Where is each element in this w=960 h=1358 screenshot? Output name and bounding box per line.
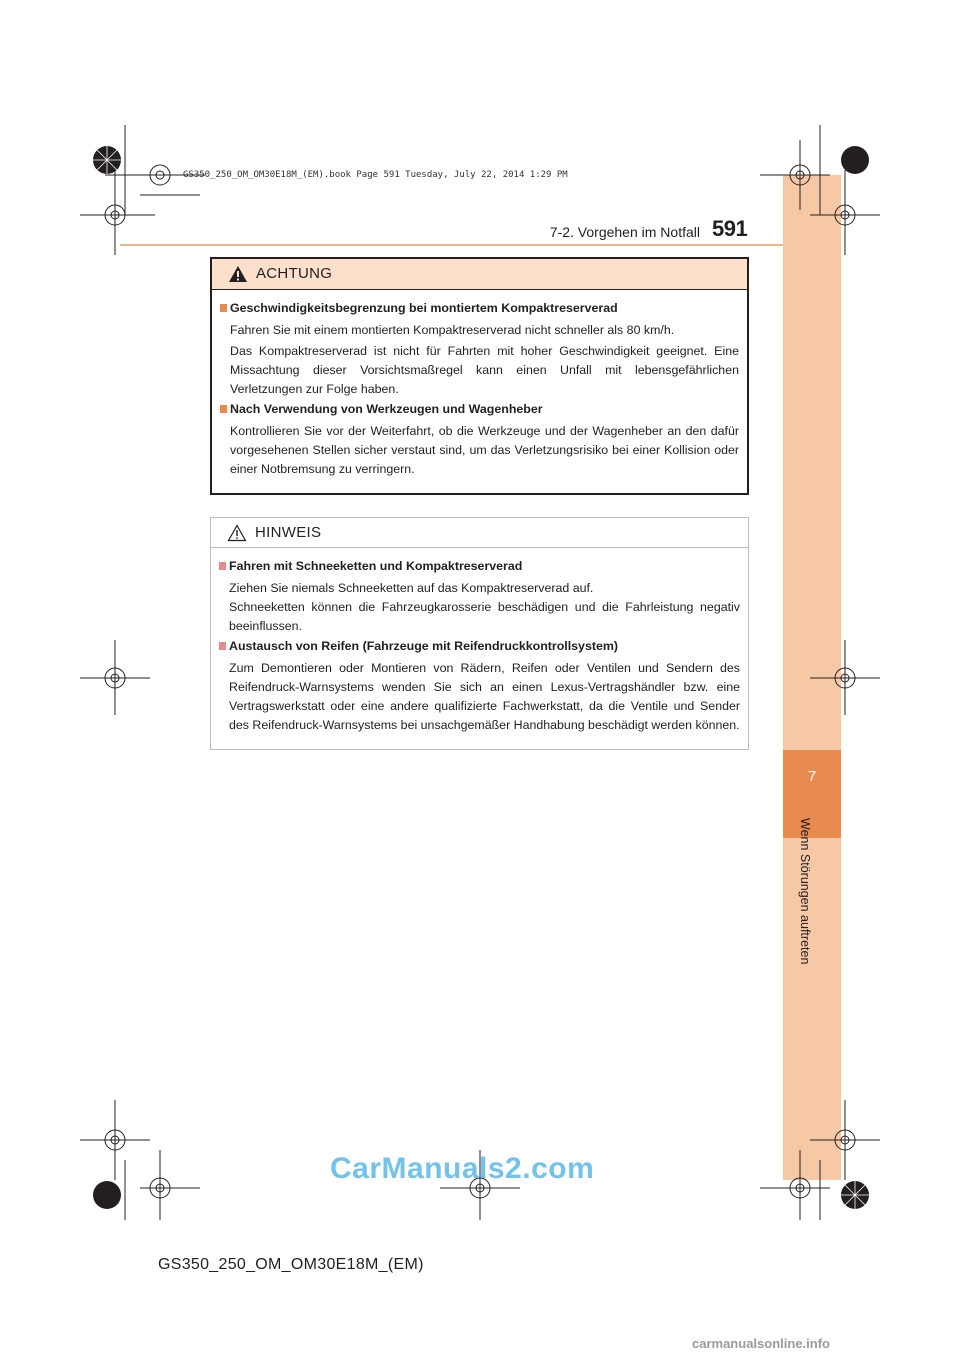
warning-item-paragraph: Kontrollieren Sie vor der Weiterfahrt, ob die Werkzeuge und der Wagenheber an den dafür vorgesehenen Stellen sicher verstaut sind, um das Verletzungsrisiko bei einer Kollision oder einer Notbremsung zu verringern. [230,424,739,476]
page-number: 591 [712,216,748,241]
note-box-label: HINWEIS [255,524,322,541]
note-item-title: Austausch von Reifen (Fahrzeuge mit Reifendruckkontrollsystem) [219,638,740,655]
watermark-small: carmanualsonline.info [692,1336,830,1351]
warning-item-title: Nach Verwendung von Werkzeugen und Wagenheber [220,401,739,418]
warning-item-paragraph: Das Kompaktreserverad ist nicht für Fahrten mit hoher Geschwindigkeit geeignet. Eine Missachtung dieser Vorsichtsmaßregel kann einen Unfall mit lebensgefährlichen Verletzungen zur Folge haben. [230,344,739,396]
book-stamp: GS350_250_OM_OM30E18M_(EM).book Page 591 Tuesday, July 22, 2014 1:29 PM [183,170,568,180]
chapter-title: Wenn Störungen auftreten [798,818,812,965]
section-title: 7-2. Vorgehen im Notfall [549,224,700,240]
warning-box-label: ACHTUNG [256,265,333,282]
warning-item-title: Geschwindigkeitsbegrenzung bei montiertem Kompaktreserverad [220,300,739,317]
note-item-paragraph: Zum Demontieren oder Montieren von Rädern, Reifen oder Ventilen und Sendern des Reifendruck-Warnsystems wenden Sie sich an einen Lexus-Vertragshändler bzw. eine Vertragswerkstatt oder eine andere qualifizierte Fachwerkstatt, da die Ventile und Sender des Reifendruck-Warnsystems bei unsachgemäßer Handhabung beschädigt werden können. [229,661,740,732]
chapter-number: 7 [807,768,817,785]
watermark: CarManuals2.com [330,1152,595,1185]
note-item-paragraph: Ziehen Sie niemals Schneeketten auf das Kompaktreserverad auf. [229,581,594,595]
note-item-title: Fahren mit Schneeketten und Kompaktreserverad [219,558,740,575]
warning-item-paragraph: Fahren Sie mit einem montierten Kompaktreserverad nicht schneller als 80 km/h. [230,323,675,337]
document-code: GS350_250_OM_OM30E18M_(EM) [158,1256,424,1273]
note-item-paragraph: Schneeketten können die Fahrzeugkarosserie beschädigen und die Fahrleistung negativ beeinflussen. [229,600,740,633]
